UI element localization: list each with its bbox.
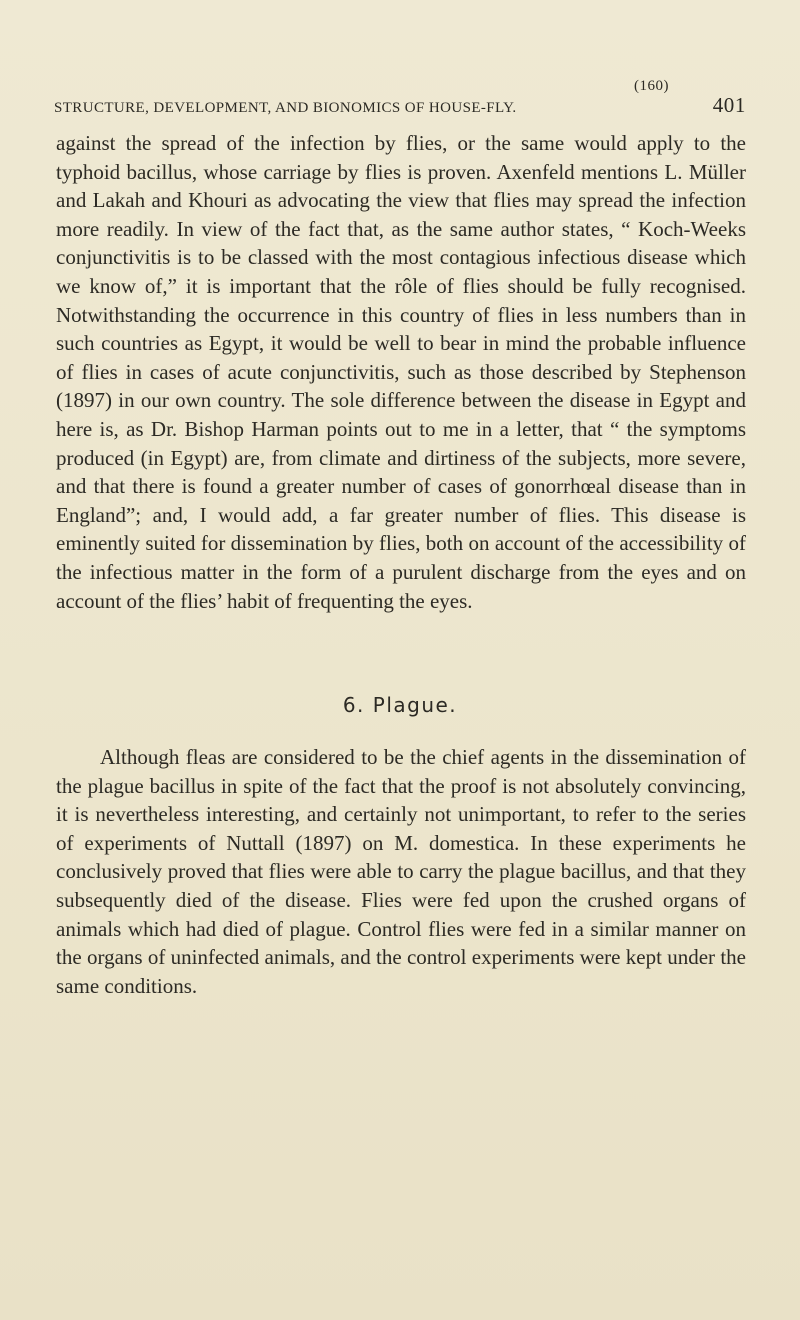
page-number: 401 bbox=[712, 93, 746, 117]
section-heading: 6. Plague. bbox=[342, 693, 458, 717]
sheet-number: (160) bbox=[634, 78, 669, 94]
running-title: STRUCTURE, DEVELOPMENT, AND BIONOMICS OF HOUSE-FLY. bbox=[54, 100, 517, 116]
section-body bbox=[56, 743, 746, 1000]
running-head bbox=[54, 93, 746, 118]
body-text-block bbox=[56, 129, 746, 615]
paragraph: against the spread of the infection by flies, or the same would apply to the typhoid bacillus, whose carriage by flies is proven. Axenfeld mentions L. Müller and Lakah and Khouri as advocating the view that flies may spread the infection more readily. In view of the fact that, as the same author states, “ Koch-Weeks conjunctivitis is to be classed with the most contagious infectious disease which we know of,” it is important that the rôle of flies should be fully recognised. Notwithstanding the occurrence in this country of flies in less numbers than in such countries as Egypt, it would be well to bear in mind the probable influence of flies in cases of acute conjunctivitis, such as those described by Stephenson (1897) in our own country. The sole difference between the disease in Egypt and here is, as Dr. Bishop Harman points out to me in a letter, that “ the symptoms produced (in Egypt) are, from climate and dirtiness of the subjects, more severe, and that there is found a greater number of cases of gonorrhœal disease than in England”; and, I would add, a far greater number of flies. This disease is eminently suited for dissemination by flies, both on account of the accessibility of the infectious matter in the form of a purulent discharge from the eyes and on account of the flies’ habit of frequenting the eyes. bbox=[56, 131, 746, 613]
paragraph: Although fleas are considered to be the chief agents in the dissemination of the plague bacillus in spite of the fact that the proof is not absolutely convincing, it is nevertheless interesting, and certainly not unimportant, to refer to the series of experiments of Nuttall (1897) on M. domestica. In these experiments he conclusively proved that flies were able to carry the plague bacillus, and that they subsequently died of the disease. Flies were fed upon the crushed organs of animals which had died of plague. Control flies were fed in a similar manner on the organs of uninfected animals, and the control experiments were kept under the same conditions. bbox=[56, 745, 746, 998]
